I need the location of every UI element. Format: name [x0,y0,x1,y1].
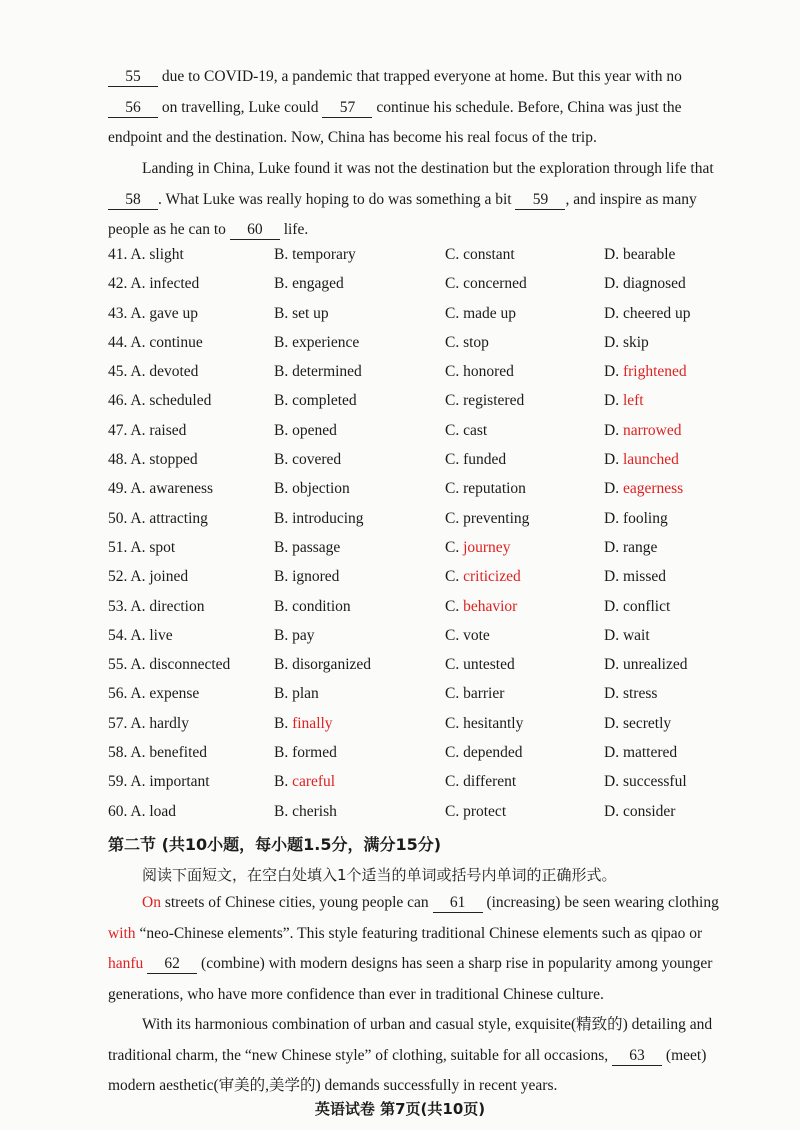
option-c: C. concerned [445,275,527,293]
option-text: A. awareness [130,480,214,498]
option-a [108,363,198,381]
option-text: A. infected [130,275,200,293]
option-row [108,359,788,388]
option-a [108,656,230,674]
option-d: D. diagnosed [604,275,686,293]
option-c: C. barrier [445,685,505,703]
option-b: B. introducing [274,509,364,527]
option-c: C. protect [445,802,507,820]
option-row [108,388,788,417]
question-number: 42. [108,275,128,293]
option-a [108,480,213,498]
option-text: A. stopped [130,451,198,469]
option-row [108,418,788,447]
passage-line: generations, who have more confidence than ever in traditional Chinese culture. [108,985,604,1003]
passage-line: people as he can to 60 life. [108,221,309,238]
option-letter: B. [274,714,293,732]
option-letter: D. [604,392,623,410]
annotation-on: On [142,894,161,911]
answer-options [108,242,788,828]
option-row [108,740,788,769]
option-a [108,803,176,821]
option-a [108,773,210,791]
option-d [604,392,644,410]
option-letter: C. [445,568,464,586]
option-text: A. live [130,626,173,644]
option-c: C. reputation [445,480,526,498]
passage-continuation [108,62,780,154]
option-word-marked: launched [622,451,679,469]
option-d: D. secretly [604,714,672,732]
section-instruction: 阅读下面短文，在空白处填入1个适当的单词或括号内单词的正确形式。 [142,866,617,884]
option-d [604,363,687,381]
question-number: 52. [108,568,128,586]
page-footer: 英语试卷 第7页(共10页) [314,1100,486,1118]
question-number: 51. [108,538,128,556]
option-word-marked: left [622,392,644,410]
option-row [108,271,788,300]
option-c [445,568,521,586]
option-b: B. passage [274,538,341,556]
option-word-marked: careful [292,773,336,791]
blank-61: 61 [433,894,483,913]
option-text: A. important [130,773,210,791]
annotation-with: with [108,924,136,942]
option-a [108,305,198,323]
option-d: D. unrealized [604,656,688,674]
option-c [445,539,510,557]
option-a [108,451,198,469]
option-row [108,506,788,535]
option-letter: C. [445,597,464,615]
option-c: C. vote [445,626,490,644]
question-number: 41. [108,246,128,263]
blank-59: 59 [515,191,565,210]
option-row [108,301,788,330]
option-d: D. fooling [604,509,668,527]
passage-line: 58 . What Luke was really hoping to do was something a bit 59 , and inspire as many [108,185,780,216]
question-number: 44. [108,333,128,351]
question-number: 54. [108,626,128,644]
passage-line: with “neo-Chinese elements”. This style featuring traditional Chinese elements such as qipao or [108,924,703,942]
option-word-marked: narrowed [622,421,682,439]
annotation-hanfu: hanfu [108,955,144,972]
section-title: 第二节 (共10小题，每小题1.5分，满分15分) [108,835,442,854]
option-text: A. devoted [130,363,199,381]
option-d: D. stress [604,685,658,703]
question-number: 47. [108,421,128,439]
option-d: D. successful [604,773,687,791]
option-row [108,623,788,652]
option-letter: D. [604,363,623,381]
option-row [108,330,788,359]
blank-63: 63 [612,1047,662,1066]
blank-58: 58 [108,191,158,210]
question-number: 59. [108,773,128,791]
option-a [108,598,204,616]
option-b: B. opened [274,421,337,439]
option-d: D. range [604,538,658,556]
option-text: A. continue [130,333,203,351]
option-letter: D. [604,480,623,498]
option-text: A. hardly [130,714,189,732]
blank-57: 57 [322,99,372,118]
question-number: 48. [108,451,128,469]
question-number: 49. [108,480,128,498]
option-row [108,594,788,623]
option-word-marked: behavior [463,597,518,615]
option-a [108,246,184,264]
option-text: A. spot [130,538,176,556]
passage-line: hanfu 62 (combine) with modern designs has seen a sharp rise in popularity among younger [108,955,713,972]
option-c: C. untested [445,656,515,674]
option-row [108,242,788,271]
option-a [108,539,175,557]
option-letter: D. [604,421,623,439]
option-letter: B. [274,773,293,791]
option-b: B. condition [274,597,351,615]
option-b: B. determined [274,363,362,381]
option-b: B. engaged [274,275,344,293]
option-letter: C. [445,538,464,556]
option-a [108,568,188,586]
option-d: D. mattered [604,744,678,762]
option-text: A. gave up [130,304,198,322]
option-b: B. set up [274,304,329,322]
option-d: D. conflict [604,597,671,615]
question-number: 43. [108,304,128,322]
question-number: 60. [108,802,128,820]
option-b: B. temporary [274,246,356,263]
passage-line: With its harmonious combination of urban and casual style, exquisite(精致的) detailing and [142,1016,713,1033]
option-b [274,773,335,791]
option-word-marked: criticized [463,568,521,586]
option-row [108,652,788,681]
blank-56: 56 [108,99,158,118]
passage-neo-chinese [108,888,780,1102]
option-a [108,685,199,703]
option-c [445,598,517,616]
option-text: A. disconnected [130,656,231,674]
option-d [604,422,681,440]
option-row [108,564,788,593]
option-d [604,451,679,469]
passage-line: traditional charm, the “new Chinese style” of clothing, suitable for all occasions, 63 (meet) [108,1046,707,1064]
passage-line: endpoint and the destination. Now, China has become his real focus of the trip. [108,129,597,146]
option-text: A. joined [130,568,189,586]
option-b: B. cherish [274,802,337,820]
option-c: C. stop [445,333,489,351]
option-text: A. expense [130,685,200,703]
passage-line: 56 on travelling, Luke could 57 continue his schedule. Before, China was just the [108,93,780,124]
option-b: B. experience [274,333,360,351]
option-d [604,480,683,498]
question-number: 50. [108,509,128,527]
option-word-marked: eagerness [622,480,684,498]
option-c: C. registered [445,392,525,410]
option-a [108,715,189,733]
question-number: 46. [108,392,128,410]
option-a [108,275,199,293]
question-number: 55. [108,656,128,674]
option-text: A. raised [130,421,187,439]
option-a [108,422,186,440]
passage-line: Landing in China, Luke found it was not the destination but the exploration through life that [142,160,714,177]
option-b: B. completed [274,392,357,410]
blank-55: 55 [108,68,158,87]
option-b: B. pay [274,626,315,644]
passage-line: 55 due to COVID-19, a pandemic that trapped everyone at home. But this year with no [108,62,780,93]
option-c: C. preventing [445,509,530,527]
option-d: D. cheered up [604,304,691,322]
option-b: B. ignored [274,568,340,586]
option-d: D. consider [604,802,676,820]
option-text: A. slight [130,246,184,263]
option-c: C. different [445,773,517,791]
option-text: A. direction [130,597,205,615]
option-b [274,715,333,733]
option-word-marked: journey [463,538,511,556]
option-b: B. objection [274,480,350,498]
question-number: 53. [108,597,128,615]
option-d: D. missed [604,568,666,586]
option-a [108,392,211,410]
option-d: D. wait [604,626,650,644]
question-number: 57. [108,714,128,732]
option-a [108,627,173,645]
question-number: 45. [108,363,128,381]
option-c: C. funded [445,451,507,469]
option-row [108,476,788,505]
option-b: B. covered [274,451,342,469]
option-b: B. plan [274,685,319,703]
passage-line: On streets of Chinese cities, young people can 61 (increasing) be seen wearing clothing [142,894,719,911]
option-c: C. constant [445,246,515,263]
option-c: C. made up [445,304,517,322]
option-word-marked: finally [292,714,333,732]
option-a [108,334,203,352]
option-c: C. honored [445,363,514,381]
option-d: D. skip [604,333,649,351]
option-c: C. hesitantly [445,714,524,732]
option-d: D. bearable [604,246,676,263]
option-row [108,447,788,476]
option-row [108,799,788,828]
option-text: A. benefited [130,744,208,762]
passage-landing [108,154,780,246]
question-number: 56. [108,685,128,703]
option-letter: D. [604,451,623,469]
blank-62: 62 [147,955,197,974]
option-b: B. formed [274,744,337,762]
option-text: A. load [130,802,177,820]
option-row [108,535,788,564]
blank-60: 60 [230,221,280,240]
option-c: C. cast [445,421,488,439]
option-b: B. disorganized [274,656,372,674]
option-a [108,510,208,528]
option-a [108,744,207,762]
option-row [108,769,788,798]
option-word-marked: frightened [622,363,687,381]
passage-line: modern aesthetic(审美的,美学的) demands successfully in recent years. [108,1077,558,1094]
option-text: A. scheduled [130,392,212,410]
option-text: A. attracting [130,509,208,527]
question-number: 58. [108,744,128,762]
option-row [108,711,788,740]
option-c: C. depended [445,744,523,762]
option-row [108,681,788,710]
